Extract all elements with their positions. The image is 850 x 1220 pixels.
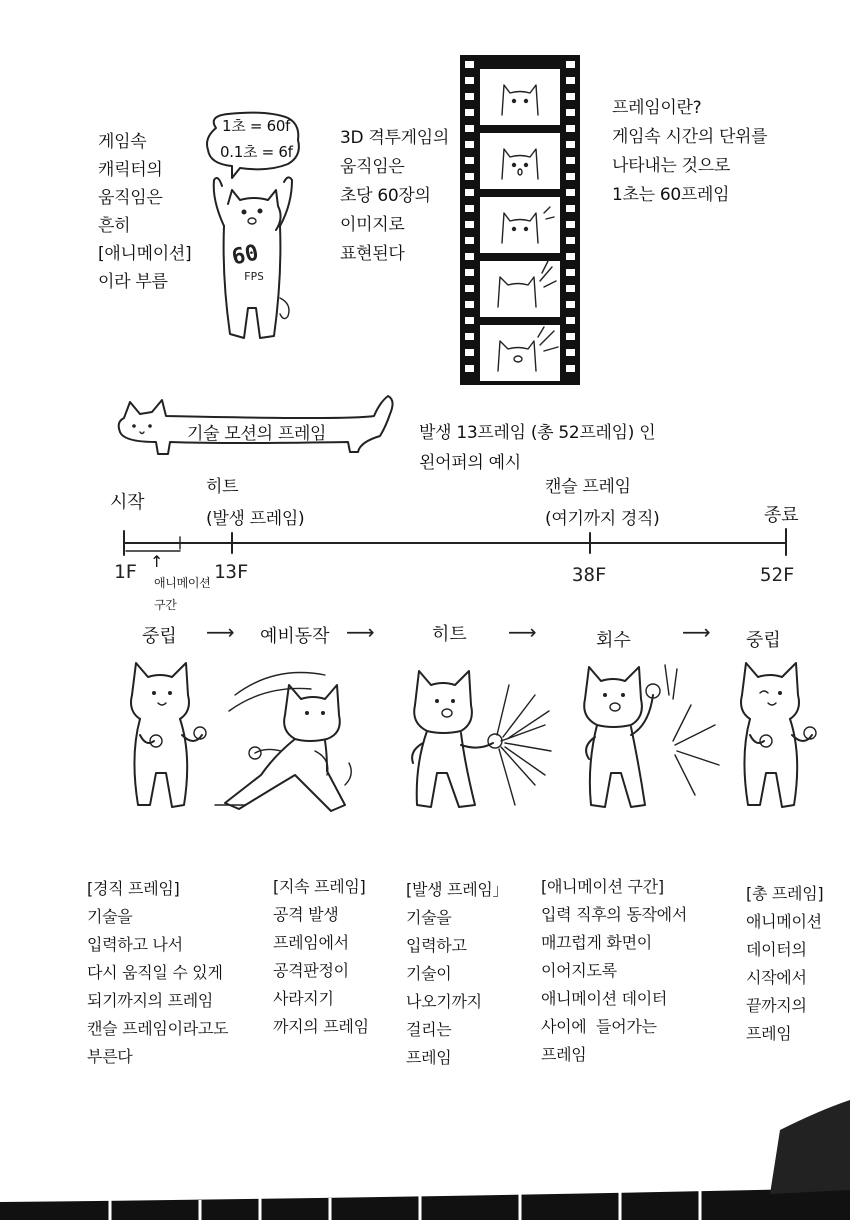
intro-left-text: 게임속 캐릭터의 움직임은 흔히 [애니메이션] 이라 부름 <box>98 132 192 292</box>
step-recovery: 회수 <box>596 630 631 651</box>
anim-note-arrow: ↑ <box>150 552 164 571</box>
intro-middle-text: 3D 격투게임의 움직임은 초당 60장의 이미지로 표현된다 <box>340 128 450 264</box>
tick-1f: 1F <box>114 561 137 583</box>
timeline-hit-label: 히트 (발생 프레임) <box>206 477 305 529</box>
step-arrow-4: ⟶ <box>682 620 711 644</box>
step-hit: 히트 <box>432 624 467 645</box>
bubble-line-2: 0.1초 = 6f <box>220 143 293 161</box>
pose-hit-illustration <box>385 655 555 825</box>
frame-timeline <box>118 525 798 565</box>
tick-52f: 52F <box>760 564 795 586</box>
bubble-line-1: 1초 = 60f <box>222 117 291 135</box>
tick-38f: 38F <box>572 564 607 586</box>
example-text: 발생 13프레임 (총 52프레임) 인 왼어퍼의 예시 <box>419 423 656 473</box>
step-neutral-2: 중립 <box>746 630 781 651</box>
note-recovery-frames: [경직 프레임] 기술을 입력하고 나서 다시 움직일 수 있게 되기까지의 프레임 캔슬 프레임이라고도 부른다 <box>87 879 229 1066</box>
pose-anticipation-illustration <box>215 655 365 825</box>
anim-note-label: 애니메이션 구간 <box>154 576 211 612</box>
timeline-start-label: 시작 <box>110 492 145 513</box>
note-active-frames: [지속 프레임] 공격 발생 프레임에서 공격판정이 사라지기 까지의 프레임 <box>273 877 369 1036</box>
bottom-panel-edge <box>0 1090 850 1220</box>
pose-neutral-end-illustration <box>722 655 822 825</box>
step-anticipation: 예비동작 <box>260 626 330 647</box>
cat-badge-60: 60 <box>229 240 261 271</box>
step-arrow-2: ⟶ <box>346 620 375 644</box>
step-arrow-1: ⟶ <box>206 620 235 644</box>
note-startup-frames: [발생 프레임」 기술을 입력하고 기술이 나오기까지 걸리는 프레임 <box>406 880 509 1067</box>
timeline-cancel-label: 캔슬 프레임 (여기까지 경직) <box>545 477 660 529</box>
tick-13f: 13F <box>214 561 249 583</box>
intro-right-text: 프레임이란? 게임속 시간의 단위를 나타내는 것으로 1초는 60프레임 <box>612 98 768 205</box>
step-arrow-3: ⟶ <box>508 620 537 644</box>
note-total-frames: [총 프레임] 애니메이션 데이터의 시작에서 끝까지의 프레임 <box>746 884 824 1043</box>
banner-label: 기술 모션의 프레임 <box>187 424 327 444</box>
cat-badge-fps: FPS <box>244 270 264 283</box>
step-neutral-1: 중립 <box>142 626 177 647</box>
pose-recovery-illustration <box>565 655 725 825</box>
pose-neutral-illustration <box>112 655 212 825</box>
timeline-end-label: 종료 <box>764 505 799 526</box>
note-animation-interval: [애니메이션 구간] 입력 직후의 동작에서 매끄럽게 화면이 이어지도록 애니메이션 데이터 사이에 들어가는 프레임 <box>541 877 687 1064</box>
film-strip-illustration <box>460 55 580 385</box>
